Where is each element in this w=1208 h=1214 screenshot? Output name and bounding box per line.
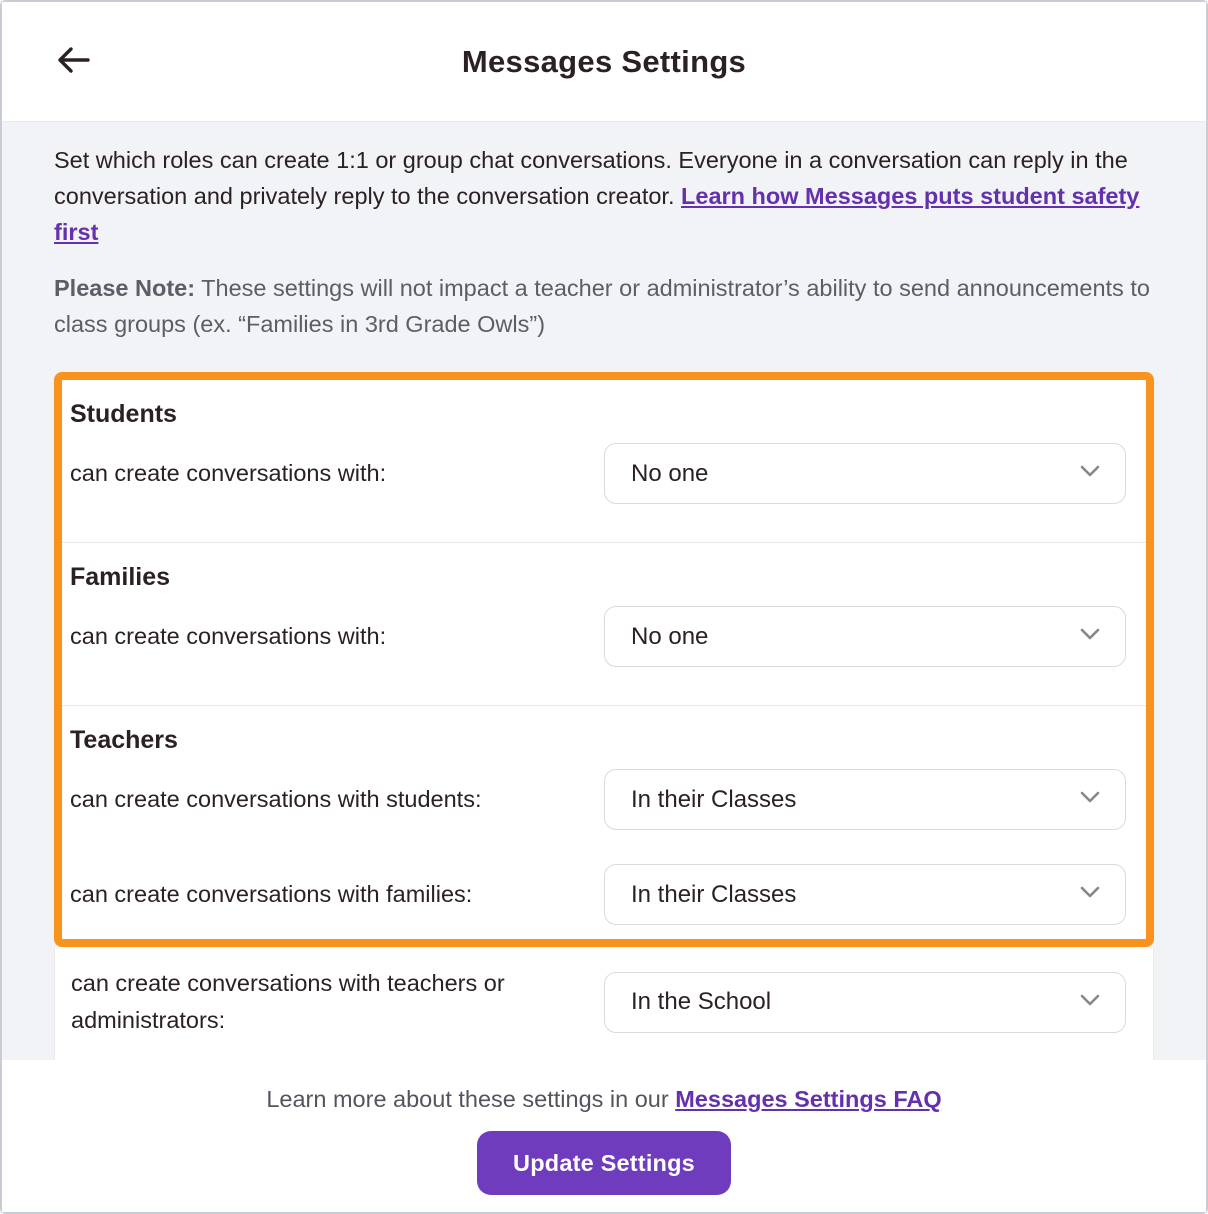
intro-paragraph (54, 142, 1154, 250)
settings-card (54, 372, 1154, 1177)
families-with-row (70, 606, 1126, 667)
section-heading-students: Students (70, 400, 177, 428)
teachers-families-label: can create conversations with families: (70, 881, 473, 907)
messages-settings-faq-link[interactable]: Messages Settings FAQ (675, 1086, 942, 1112)
teachers-students-row (70, 769, 1126, 830)
note-paragraph (54, 270, 1154, 342)
teachers-students-value: In their Classes (631, 785, 797, 813)
teachers-admins-value: In the School (631, 988, 772, 1015)
section-heading-teachers: Teachers (70, 726, 178, 754)
header (2, 2, 1206, 122)
section-students (62, 380, 1146, 542)
footer (2, 1060, 1206, 1212)
section-families (62, 543, 1146, 705)
note-bold: Please Note: (54, 275, 196, 301)
chevron-down-icon (1077, 621, 1103, 652)
teachers-admins-label: can create conversations with teachers or administrators: (71, 970, 505, 1033)
families-with-label: can create conversations with: (70, 623, 387, 649)
page-title: Messages Settings (461, 43, 747, 79)
chevron-down-icon (1077, 458, 1103, 489)
footer-note (266, 1086, 941, 1113)
highlight-box (54, 372, 1154, 947)
teachers-students-select[interactable] (604, 769, 1126, 830)
families-with-select[interactable] (604, 606, 1126, 667)
teachers-families-select[interactable] (604, 864, 1126, 925)
students-with-row (70, 443, 1126, 504)
back-arrow-icon (56, 44, 92, 79)
update-settings-button[interactable]: Update Settings (477, 1131, 731, 1195)
students-with-select[interactable] (604, 443, 1126, 504)
chevron-down-icon (1077, 784, 1103, 815)
section-teachers (62, 706, 1146, 939)
intro-text: Set which roles can create 1:1 or group chat conversations. Everyone in a conversation can reply in the conversation and privately reply to the conversation creator. (54, 147, 1128, 209)
footer-text: Learn more about these settings in our (266, 1086, 676, 1112)
teachers-admins-row (71, 965, 1126, 1039)
teachers-families-row (70, 864, 1126, 925)
students-with-value: No one (631, 459, 709, 487)
main-content (2, 122, 1206, 1177)
students-with-label: can create conversations with: (70, 460, 387, 486)
back-button[interactable] (52, 40, 96, 84)
chevron-down-icon (1077, 879, 1103, 910)
teachers-admins-select[interactable] (604, 972, 1126, 1033)
chevron-down-icon (1077, 987, 1103, 1018)
student-safety-link[interactable]: Learn how Messages puts student safety first (54, 183, 1140, 245)
teachers-students-label: can create conversations with students: (70, 786, 482, 812)
section-heading-families: Families (70, 563, 171, 591)
families-with-value: No one (631, 622, 709, 650)
teachers-families-value: In their Classes (631, 880, 797, 908)
note-text: These settings will not impact a teacher or administrator’s ability to send announcements to class groups (ex. “Families in 3rd Grade Owls”) (54, 275, 1150, 337)
